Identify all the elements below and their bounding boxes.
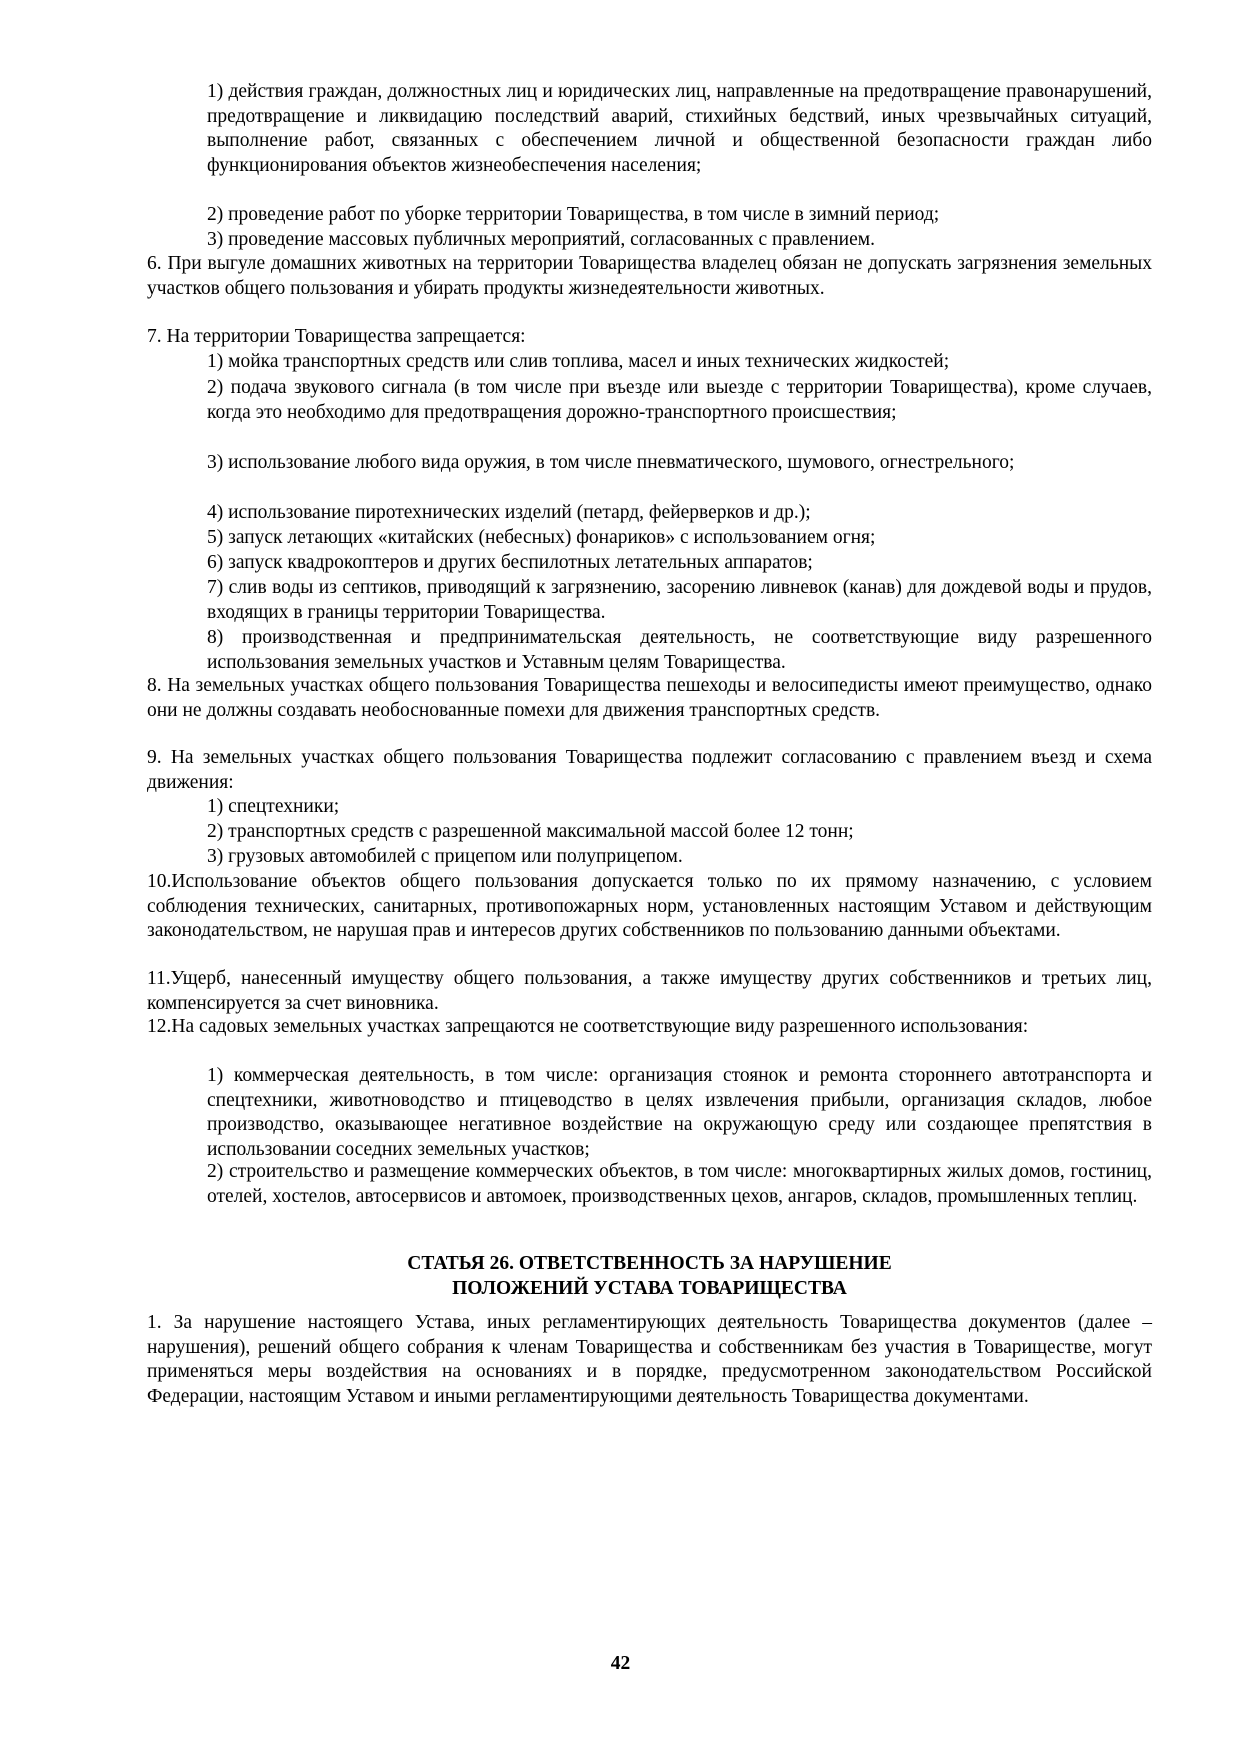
list-item: 3) грузовых автомобилей с прицепом или полуприцепом. [207,846,683,867]
list-item: 5) запуск летающих «китайских (небесных) фонариков» с использованием огня; [207,527,876,548]
page-number: 42 [610,1653,631,1674]
list-item: 1) коммерческая деятельность, в том числе: организация стоянок и ремонта стороннего автотранспорта и спецтехники, животноводство и птицеводство в целях извлечения прибыли, организация складов, любое производство, оказывающее негативное воздействие на окружающую среду или создающее препятствия в использовании соседних земельных участков; [207,1065,1152,1160]
list-item: 4) использование пиротехнических изделий (петард, фейерверков и др.); [207,502,811,523]
list-item: 8) производственная и предпринимательская деятельность, не соответствующие виду разрешенного использования земельных участков и Уставным целям Товарищества. [207,627,1152,673]
paragraph-7: 7. На территории Товарищества запрещается: [147,326,526,347]
paragraph-11: 11.Ущерб, нанесенный имуществу общего пользования, а также имуществу других собственников и третьих лиц, компенсируется за счет виновника. [147,968,1152,1014]
paragraph-10: 10.Использование объектов общего пользования допускается только по их прямому назначению, с условием соблюдения технических, санитарных, противопожарных норм, установленных настоящим Уставом и действующим законодательством, не нарушая прав и интересов других собственников по пользованию данными объектами. [147,871,1152,941]
list-item: 2) транспортных средств с разрешенной максимальной массой более 12 тонн; [207,821,854,842]
list-item: 2) проведение работ по уборке территории Товарищества, в том числе в зимний период; [207,204,940,225]
list-item: 7) слив воды из септиков, приводящий к загрязнению, засорению ливневок (канав) для дождевой воды и прудов, входящих в границы территории Товарищества. [207,577,1152,623]
list-item: 1) действия граждан, должностных лиц и юридических лиц, направленные на предотвращение правонарушений, предотвращение и ликвидацию последствий аварий, стихийных бедствий, иных чрезвычайных ситуаций, выполнение работ, связанных с обеспечением личной и общественной безопасности граждан либо функционирования объектов жизнеобеспечения населения; [207,81,1152,176]
article-heading [147,1252,1152,1301]
list-item: 6) запуск квадрокоптеров и других беспилотных летательных аппаратов; [207,552,813,573]
list-item: 1) спецтехники; [207,796,340,817]
list-item: 2) строительство и размещение коммерческих объектов, в том числе: многоквартирных жилых домов, гостиниц, отелей, хостелов, автосервисов и автомоек, производственных цехов, ангаров, складов, промышленных теплиц. [207,1161,1152,1207]
article-heading-line-2: ПОЛОЖЕНИЙ УСТАВА ТОВАРИЩЕСТВА [452,1277,847,1299]
paragraph-6: 6. При выгуле домашних животных на территории Товарищества владелец обязан не допускать загрязнения земельных участков общего пользования и убирать продукты жизнедеятельности животных. [147,253,1152,299]
list-item: 1) мойка транспортных средств или слив топлива, масел и иных технических жидкостей; [207,351,950,372]
paragraph-12: 12.На садовых земельных участках запрещаются не соответствующие виду разрешенного использования: [147,1016,1029,1037]
list-item: 2) подача звукового сигнала (в том числе при въезде или выезде с территории Товарищества), кроме случаев, когда это необходимо для предотвращения дорожно-транспортного происшествия; [207,377,1152,423]
article-heading-line-1: СТАТЬЯ 26. ОТВЕТСТВЕННОСТЬ ЗА НАРУШЕНИЕ [407,1253,892,1274]
list-item: 3) проведение массовых публичных мероприятий, согласованных с правлением. [207,229,875,250]
article-paragraph-1: 1. За нарушение настоящего Устава, иных регламентирующих деятельность Товарищества документов (далее – нарушения), решений общего собрания к членам Товарищества и собственникам без участия в Товариществе, могут применяться меры воздействия на основаниях и в порядке, предусмотренном законодательством Российской Федерации, настоящим Уставом и иными регламентирующими деятельность Товарищества документами. [147,1312,1152,1407]
paragraph-8: 8. На земельных участках общего пользования Товарищества пешеходы и велосипедисты имеют преимущество, однако они не должны создавать необоснованные помехи для движения транспортных средств. [147,675,1152,721]
paragraph-9: 9. На земельных участках общего пользования Товарищества подлежит согласованию с правлением въезд и схема движения: [147,747,1152,793]
list-item: 3) использование любого вида оружия, в том числе пневматического, шумового, огнестрельного; [207,452,1015,473]
